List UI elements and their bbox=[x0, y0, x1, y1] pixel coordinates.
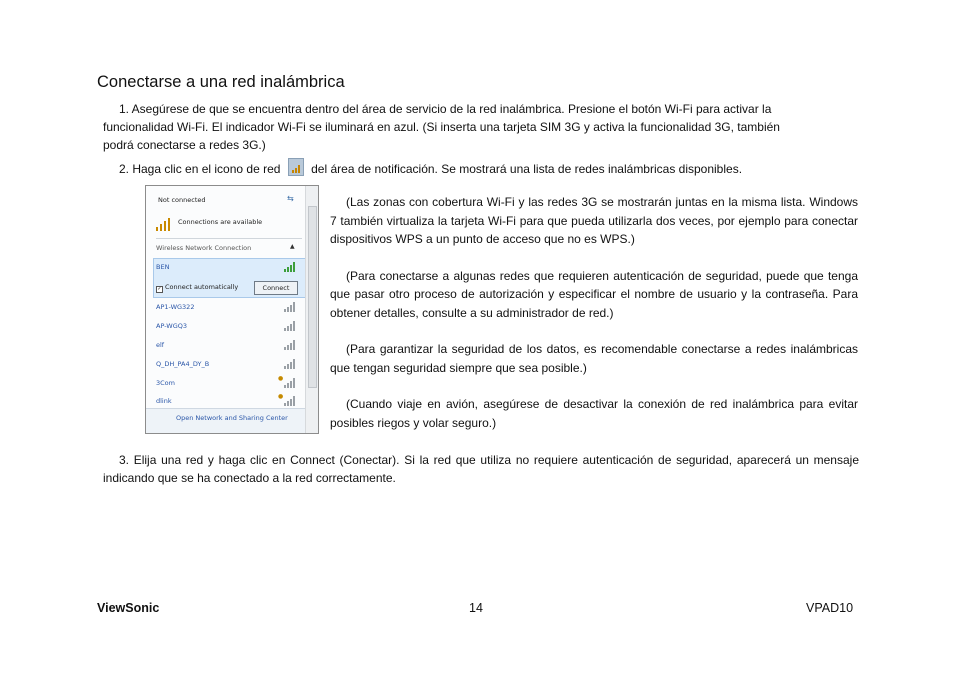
note: (Las zonas con cobertura Wi-Fi y las redes 3G se mostrarán juntas en la misma lista. Windows 7 también virtualiza la tarjeta Wi-Fi para que pueda utilizarla dos veces, por ejemplo para conectar dispositivos WPS a un punto de acceso que no es WPS.) bbox=[330, 195, 858, 246]
network-name[interactable]: dlink bbox=[156, 397, 172, 405]
step-2 bbox=[103, 158, 863, 178]
step-3: 3. Elija una red y haga clic en Connect (Conectar). Si la red que utiliza no requiere autenticación de seguridad, aparecerá un mensaje indicando que se ha conectado a la red correctamente. bbox=[103, 453, 859, 485]
open-network-center-link[interactable]: Open Network and Sharing Center bbox=[176, 414, 288, 422]
network-name[interactable]: Q_DH_PA4_DY_B bbox=[156, 360, 210, 368]
network-name[interactable]: 3Com bbox=[156, 379, 175, 387]
note: (Para conectarse a algunas redes que requieren autenticación de seguridad, puede que tenga que pasar otro proceso de autorización y especificar el nombre de usuario y la contraseña. Para obtener detalles, consulte a su administrador de red.) bbox=[330, 268, 858, 320]
step-1-line-3: podrá conectarse a redes 3G.) bbox=[103, 138, 266, 152]
network-name[interactable]: AP-WGQ3 bbox=[156, 322, 188, 330]
connect-automatically-checkbox[interactable] bbox=[156, 283, 238, 293]
signal-icon bbox=[282, 262, 296, 272]
signal-icon bbox=[282, 321, 296, 331]
footer-model: VPAD10 bbox=[806, 601, 854, 615]
security-icon: ● bbox=[278, 393, 284, 400]
network-name[interactable]: elf bbox=[156, 341, 165, 349]
step-2-text-before: 2. Haga clic en el icono de red bbox=[119, 162, 281, 176]
signal-icon bbox=[282, 340, 296, 350]
security-icon: ● bbox=[278, 375, 284, 382]
page-title: Conectarse a una red inalámbrica bbox=[97, 73, 345, 91]
network-name[interactable]: BEN bbox=[156, 263, 170, 271]
scrollbar-thumb[interactable] bbox=[308, 206, 317, 388]
network-icon bbox=[288, 158, 304, 176]
popup-section-title: Wireless Network Connection bbox=[156, 244, 252, 252]
connect-button[interactable]: Connect bbox=[254, 281, 298, 295]
scrollbar[interactable] bbox=[305, 186, 318, 433]
step-1 bbox=[103, 100, 863, 154]
connect-automatically-label: Connect automatically bbox=[165, 283, 239, 291]
refresh-icon[interactable]: ⇆ bbox=[287, 194, 294, 203]
notes bbox=[330, 193, 858, 450]
step-1-line-2: funcionalidad Wi-Fi. El indicador Wi-Fi se iluminará en azul. (Si inserta una tarjeta SIM 3G y activa la funcionalidad 3G, también bbox=[103, 120, 780, 134]
note: (Para garantizar la seguridad de los datos, es recomendable conectarse a redes inalámbricas que tengan seguridad siempre que sea posible.) bbox=[330, 342, 858, 375]
network-list-popup bbox=[145, 185, 319, 434]
divider bbox=[156, 238, 302, 239]
popup-status: Not connected bbox=[158, 196, 206, 204]
footer-brand: ViewSonic bbox=[97, 601, 160, 615]
note: (Cuando viaje en avión, asegúrese de desactivar la conexión de red inalámbrica para evitar posibles riegos y volar seguro.) bbox=[330, 397, 858, 430]
signal-icon bbox=[278, 375, 296, 388]
signal-icon bbox=[282, 302, 296, 312]
step-1-line-1: 1. Asegúrese de que se encuentra dentro del área de servicio de la red inalámbrica. Presione el botón Wi-Fi para activar la bbox=[119, 102, 772, 116]
signal-icon bbox=[278, 393, 296, 406]
checkbox-icon[interactable]: ✓ bbox=[157, 286, 162, 292]
popup-available: Connections are available bbox=[178, 218, 263, 226]
signal-bars-icon bbox=[156, 217, 174, 231]
network-name[interactable]: AP1-WG322 bbox=[156, 303, 195, 311]
signal-icon bbox=[282, 359, 296, 369]
step-2-text-after: del área de notificación. Se mostrará una lista de redes inalámbricas disponibles. bbox=[311, 162, 743, 176]
page-number: 14 bbox=[469, 601, 483, 615]
collapse-icon[interactable]: ▲ bbox=[290, 243, 295, 250]
